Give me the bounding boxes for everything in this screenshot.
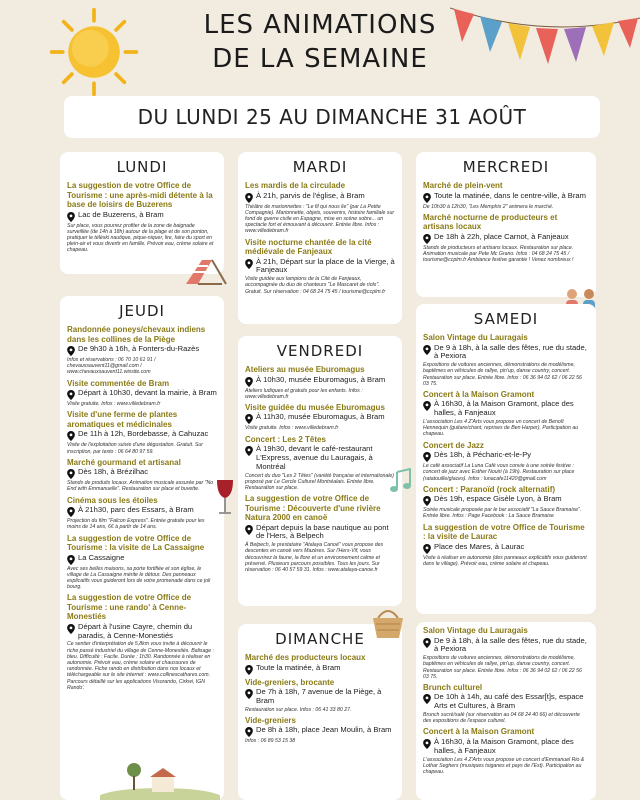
- event-description: Soirée musicale proposée par le bar associatif "La Sauce Bramaise". Entrée libre. Infos : Page Facebook : La Sauce Bramaise: [423, 507, 582, 520]
- event: [423, 213, 589, 264]
- event: [423, 485, 589, 520]
- event: [423, 181, 589, 210]
- event-title: Vide-greniers, brocante: [245, 677, 335, 687]
- countryside-illustration: [100, 752, 220, 800]
- music-note-icon: [388, 468, 414, 494]
- event-location: Dès 18h, à Brézilhac: [67, 468, 217, 479]
- location-pin-icon: [245, 665, 253, 675]
- location-pin-icon: [67, 346, 75, 356]
- event: [245, 403, 395, 432]
- event-location: De 8h à 18h, place Jean Moulin, à Bram: [245, 726, 395, 737]
- location-pin-icon: [423, 234, 431, 244]
- event-description: Ce sentier d'interprétation de 5,8km vous invite à découvrir le riche passé industriel du village de Cenne-Monestiés. Balisage : bleu. Difficulté : Facile. Durée : 1h30. Randonnée à réaliser en autonomie. Prévoir eau, crème solaire et chaussures de randonnée. Fiche rando en distribution dans nos locaux et téléchargeable sur le site internet : www.collinescathares.com. Parcours détaillé sur les applications Visorando, Cirkwi, IGN Rando'.: [67, 641, 215, 691]
- day-heading: DIMANCHE: [275, 630, 365, 648]
- event: [423, 441, 589, 482]
- event-description: Le café associatif La Luna Café vous convie à une soirée festive : concert de jazz avec Esther Nouiri (à 19h). Restauration sur place (ratatouille/glaces). Infos : lunacafe11420@gmail.com: [423, 463, 575, 482]
- location-pin-icon: [423, 345, 431, 355]
- day-card-samedi-continued: [416, 622, 596, 800]
- location-pin-icon: [245, 689, 253, 699]
- event-location: Départ depuis la base nautique au pont de l'Hers, à Belpech: [245, 524, 395, 542]
- event-title: Concert : Les 2 Têtes: [245, 434, 326, 444]
- event-title: Salon Vintage du Lauragais: [423, 333, 528, 342]
- location-pin-icon: [423, 401, 431, 411]
- location-pin-icon: [423, 193, 431, 203]
- event-title: Visite guidée du musée Eburomagus: [245, 402, 385, 412]
- event-location: La Cassaigne: [67, 554, 217, 565]
- event-description: Sur place, vous pourrez profiter de la zone de baignade surveillée (de 14h à 18h) autour de la plage et de son ponton, pratiquer le téléski nautique, pique-niquer, lire, faire du sport en plein-air et vous divertir en famille. Prévoir eau, crème solaire et chapeau.: [67, 222, 214, 254]
- event: [245, 365, 395, 400]
- event-location: De 9 à 18h, à la salle des fêtes, rue du stade, à Pexiora: [423, 344, 589, 362]
- event-title: Vide-greniers: [245, 715, 296, 725]
- event: [67, 410, 217, 454]
- event-description: Visite à réaliser en autonomie (des panneaux explicatifs vous guideront dans le village). Prévoir eau, crème solaire et chapeau.: [423, 554, 587, 567]
- event-location: De 9h30 à 16h, à Fonters-du-Razès: [67, 345, 217, 356]
- event-location: À 16h30, à la Maison Gramont, place des halles, à Fanjeaux: [423, 400, 589, 418]
- event-description: Infos et réservations : 06 70 10 61 91 / chevauxsauvent11@gmail.com / www.chevauxsauvent11.wixsite.com: [67, 357, 156, 376]
- event: [245, 716, 395, 745]
- event: [423, 727, 589, 775]
- location-pin-icon: [67, 624, 75, 634]
- event-title: Visite d'une ferme de plantes aromatiques et médicinales: [67, 410, 178, 429]
- basket-illustration: [370, 606, 406, 640]
- event-title: Concert : Paranoïd (rock alternatif): [423, 484, 556, 494]
- day-heading: MARDI: [292, 158, 348, 176]
- event-description: Théâtre de marionnettes : "Le fil qui nous lie" (par La Petite Compagnie). Marionnette, objets, souvenirs, histoire familiale sur fond de guerre civile en Espagne, mise en scène sobre... un spectacle fort et émouvant à découvrir. Entrée libre. Infos : www.villedebram.fr: [245, 203, 395, 235]
- location-pin-icon: [67, 431, 75, 441]
- event-location: Départ à l'usine Cayre, chemin du paradis, à Cenne-Monestiés: [67, 623, 217, 641]
- event-title: Concert à la Maison Gramont: [423, 727, 535, 737]
- location-pin-icon: [423, 638, 431, 648]
- event-location: Lac de Buzerens, à Bram: [67, 211, 217, 222]
- location-pin-icon: [67, 390, 75, 400]
- event-description: À Belpech, le prestataire "Atalaya Canoë" vous propose des descentes en canoë vers Mazères. Sur l'Hers-Vif, vous découvrirez la faune, la flore et un environnement calme et préservé. Plusieurs parcours possibles. Tous les jours. Sur réservation : 06 40 57 59 31. Infos : www.atalaya-canoe.fr: [245, 542, 384, 574]
- event-title: Salon Vintage du Lauragais: [423, 626, 528, 635]
- event-location: Toute la matinée, à Bram: [245, 664, 395, 675]
- event-description: Visite gratuite. Infos : www.villedebram.fr: [67, 401, 161, 408]
- event: [67, 181, 217, 254]
- event: [423, 626, 589, 680]
- event-description: Projection du film "Falcon Express". Entrée gratuite pour les moins de 14 ans, 6€ à partir de 14 ans.: [67, 518, 205, 531]
- location-pin-icon: [245, 193, 253, 203]
- location-pin-icon: [245, 414, 253, 424]
- event-location: À 19h30, devant le café-restaurant L'Express, avenue du Lauragais, à Montréal: [245, 445, 395, 471]
- event-description: Concert du duo "Les 2 Têtes" (variété française et internationale) proposé par Le Cercle Culturel Montréalais. Entrée libre. Restauration sur place.: [245, 472, 395, 491]
- event-title: Brunch culturel: [423, 682, 483, 692]
- event: [67, 325, 217, 376]
- event-location: À 21h, parvis de l'église, à Bram: [245, 192, 395, 203]
- event: [67, 458, 217, 493]
- event-location: De 18h à 22h, place Carnot, à Fanjeaux: [423, 233, 589, 244]
- event-title: Visite nocturne chantée de la cité médiévale de Fanjeaux: [245, 237, 372, 257]
- event: [423, 683, 589, 725]
- event-description: Stands de produits locaux. Animation musicale assurée par "No End with Emmanuelle". Restauration sur place et buvette.: [67, 480, 214, 493]
- event-description: Infos : 06 89 53 15 38: [245, 738, 296, 745]
- event: [245, 435, 395, 492]
- event-title: Marché gourmand et artisanal: [67, 457, 181, 467]
- day-heading: JEUDI: [119, 302, 165, 320]
- event-location: De 11h à 12h, Bordebasse, à Cahuzac: [67, 430, 217, 441]
- event: [245, 653, 395, 675]
- event-title: Concert à la Maison Gramont: [423, 389, 535, 399]
- event-title: La suggestion de votre Office de Tourisme : la visite de Laurac: [423, 522, 585, 542]
- deckchair-illustration: [182, 254, 234, 288]
- event-location: À 11h30, musée Eburomagus, à Bram: [245, 413, 395, 424]
- location-pin-icon: [245, 259, 253, 269]
- event: [423, 390, 589, 438]
- day-card-mercredi: [416, 152, 596, 297]
- location-pin-icon: [245, 446, 253, 456]
- event-description: Visite gratuite. Infos : www.villedebram.fr: [245, 425, 339, 432]
- event-location: À 21h30, parc des Essars, à Bram: [67, 506, 217, 517]
- event-description: De 10h30 à 12h30, "Les Memphis 2" animera le marché.: [423, 203, 554, 210]
- event-location: À 10h30, musée Eburomagus, à Bram: [245, 376, 395, 387]
- event-description: Avec ses belles maisons, sa porte fortifiée et son église, le village de La Cassaigne mérite le détour. Des panneaux explicatifs vous guideront lors de votre promenade dans ce joli bourg.: [67, 565, 211, 591]
- day-heading: VENDREDI: [276, 342, 364, 360]
- event-title: La suggestion de votre Office de Tourisme : une rando' à Cenne-Monestiés: [67, 593, 192, 622]
- event-location: Dès 18h, à Pécharic-et-le-Py: [423, 451, 589, 462]
- event: [245, 238, 395, 295]
- event: [423, 333, 589, 387]
- page-title-line-2: DE LA SEMAINE: [212, 44, 428, 74]
- location-pin-icon: [423, 544, 431, 554]
- event-location: De 10h à 14h, au café des Essar[t]s, espace Arts et Cultures, à Bram: [423, 693, 589, 711]
- location-pin-icon: [423, 496, 431, 506]
- event-title: Marché des producteurs locaux: [245, 653, 366, 662]
- day-card-jeudi: [60, 296, 224, 800]
- event-location: Dès 19h, espace Gisèle Lyon, à Bram: [423, 495, 589, 506]
- location-pin-icon: [67, 555, 75, 565]
- day-card-samedi: [416, 304, 596, 614]
- location-pin-icon: [423, 452, 431, 462]
- event-description: Expositions de voitures anciennes, démonstrations de modélisme, baptêmes en véhicules de rallye, pin'up, danse country, concert. Restauration sur place. Entrée libre. Infos : 06 36 94 02 62 / 06 22 56 03 75.: [423, 362, 582, 387]
- location-pin-icon: [245, 377, 253, 387]
- event-title: La suggestion de votre Office de Tourisme : Découverte d'une rivière Natura 2000 en canoë: [245, 494, 381, 523]
- event: [67, 593, 217, 691]
- event-title: Concert de Jazz: [423, 440, 484, 450]
- event-location: De 7h à 18h, 7 avenue de la Piège, à Bram: [245, 688, 395, 706]
- event-title: Ateliers au musée Eburomagus: [245, 365, 365, 374]
- event-description: L'association Les 4 Z'Arts vous propose un concert de Benoît Hennequin (guitare/chant, reprises de Ben Harper). Participation au chapeau.: [423, 419, 579, 438]
- event-title: Les mardis de la circulade: [245, 181, 346, 190]
- event-title: Randonnée poneys/chevaux indiens dans les collines de la Piège: [67, 325, 206, 344]
- event: [67, 379, 217, 408]
- location-pin-icon: [423, 739, 431, 749]
- event-title: Visite commentée de Bram: [67, 378, 170, 388]
- event-title: La suggestion de votre Office de Tourisme : la visite de La Cassaigne: [67, 533, 205, 553]
- location-pin-icon: [67, 212, 75, 222]
- location-pin-icon: [245, 525, 253, 535]
- event-description: Stands de producteurs et artisans locaux. Restauration sur place. Animation musicale par Pete Mc Grano. Infos : 04 68 24 75 45 / tourisme@ccplm.fr Ambiance festive garantie ! Venez nombreux !: [423, 244, 574, 264]
- event: [67, 496, 217, 531]
- event-title: La suggestion de votre Office de Tourisme : une après-midi détente à la base de loisirs de Buzerens: [67, 181, 213, 209]
- day-card-dimanche: [238, 624, 402, 800]
- day-heading: SAMEDI: [473, 310, 539, 328]
- event-description: Visite de l'exploitation suivie d'une dégustation. Gratuit. Sur inscription, par texto : 06 64 80 97 59.: [67, 442, 203, 455]
- wine-glass-illustration: [214, 478, 236, 518]
- location-pin-icon: [67, 469, 75, 479]
- event-location: Place des Mares, à Laurac: [423, 543, 589, 554]
- event: [245, 181, 395, 235]
- event-description: Ateliers ludiques et gratuits pour les enfants. Infos : www.villedebram.fr: [245, 387, 363, 400]
- location-pin-icon: [67, 507, 75, 517]
- event-description: Expositions de voitures anciennes, démonstrations de modélisme, baptêmes en véhicules de rallye, pin'up, danse country, concert. Restauration sur place. Entrée libre. Infos : 06 36 94 02 62 / 06 22 56 03 75.: [423, 655, 582, 680]
- event: [423, 523, 589, 567]
- day-card-vendredi: [238, 336, 402, 606]
- event-location: Départ à 10h30, devant la mairie, à Bram: [67, 389, 217, 400]
- event-location: Toute la matinée, dans le centre-ville, à Bram: [423, 192, 589, 203]
- event-title: Marché de plein-vent: [423, 181, 503, 190]
- event-description: L'association Les 4 Z'Arts vous propose un concert d'Emmanuel Rio & Lothar Seghers (musiques tsiganes et pays de l'Est). Participation au chapeau.: [423, 756, 585, 775]
- date-range-banner: DU LUNDI 25 AU DIMANCHE 31 AOÛT: [64, 96, 600, 138]
- event-location: À 16h30, à la Maison Gramont, place des halles, à Fanjeaux: [423, 738, 589, 756]
- event-title: Marché nocturne de producteurs et artisans locaux: [423, 212, 558, 232]
- event-description: Visite guidée aux lampions de la Cité de Fanjeaux, accompagnée du duo de chanteurs "Le Mascaret de riols". Gratuit. Sur réservation : 04 68 24 75 45 / tourisme@ccplm.fr: [245, 276, 386, 295]
- location-pin-icon: [423, 694, 431, 704]
- event-location: À 21h, Départ sur la place de la Vierge, à Fanjeaux: [245, 258, 395, 276]
- event: [245, 678, 395, 713]
- event: [67, 534, 217, 591]
- event: [245, 494, 395, 573]
- page-title-line-1: LES ANIMATIONS: [203, 10, 437, 40]
- day-heading: MERCREDI: [462, 158, 550, 176]
- event-description: Brunch sucré/salé (sur réservation au 04 68 24 40 66) et découverte des expositions de l'espace culturel.: [423, 712, 580, 725]
- day-heading: LUNDI: [116, 158, 168, 176]
- event-description: Restauration sur place. Infos : 06 41 33 80 27.: [245, 706, 352, 713]
- day-card-mardi: [238, 152, 402, 324]
- event-location: De 9 à 18h, à la salle des fêtes, rue du stade, à Pexiora: [423, 637, 589, 655]
- event-title: Cinéma sous les étoiles: [67, 495, 158, 505]
- location-pin-icon: [245, 727, 253, 737]
